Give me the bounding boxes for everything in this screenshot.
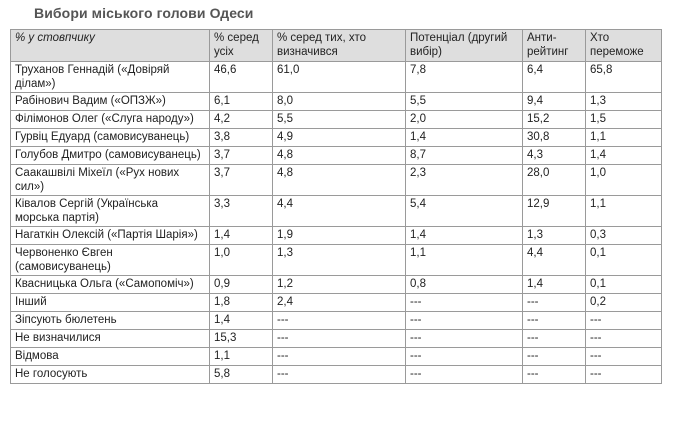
antirating-cell: --- — [523, 330, 586, 348]
table-row — [11, 227, 662, 245]
antirating-cell: 6,4 — [523, 62, 586, 93]
potential-cell: --- — [406, 312, 523, 330]
winner-cell: 0,2 — [586, 294, 662, 312]
winner-cell: --- — [586, 312, 662, 330]
share-all-cell: 1,4 — [210, 227, 273, 245]
share-all-cell: 1,1 — [210, 348, 273, 366]
share-decided-cell: --- — [273, 348, 406, 366]
header-row — [11, 30, 662, 62]
antirating-cell: 12,9 — [523, 196, 586, 227]
table-row — [11, 147, 662, 165]
table-row — [11, 366, 662, 384]
potential-cell: 8,7 — [406, 147, 523, 165]
table-row — [11, 62, 662, 93]
candidate-cell: Інший — [11, 294, 210, 312]
share-all-cell: 5,8 — [210, 366, 273, 384]
winner-cell: 1,5 — [586, 111, 662, 129]
share-decided-cell: --- — [273, 366, 406, 384]
share-decided-cell: 2,4 — [273, 294, 406, 312]
share-decided-cell: 4,8 — [273, 147, 406, 165]
share-all-cell: 3,3 — [210, 196, 273, 227]
share-decided-cell: --- — [273, 330, 406, 348]
antirating-cell: 30,8 — [523, 129, 586, 147]
share-decided-cell: 1,3 — [273, 245, 406, 276]
potential-cell: 1,1 — [406, 245, 523, 276]
share-decided-cell: 5,5 — [273, 111, 406, 129]
potential-cell: 5,4 — [406, 196, 523, 227]
potential-cell: 2,0 — [406, 111, 523, 129]
antirating-cell: 15,2 — [523, 111, 586, 129]
table-row — [11, 165, 662, 196]
candidate-cell: Голубов Дмитро (самовисуванець) — [11, 147, 210, 165]
potential-cell: --- — [406, 348, 523, 366]
candidate-cell: Труханов Геннадій («Довіряй ділам») — [11, 62, 210, 93]
winner-cell: 1,1 — [586, 129, 662, 147]
column-header-winner: Хто переможе — [586, 30, 662, 62]
winner-cell: 0,1 — [586, 276, 662, 294]
winner-cell: 1,1 — [586, 196, 662, 227]
table-row — [11, 294, 662, 312]
share-all-cell: 3,8 — [210, 129, 273, 147]
candidate-cell: Не визначилися — [11, 330, 210, 348]
potential-cell: 0,8 — [406, 276, 523, 294]
share-decided-cell: --- — [273, 312, 406, 330]
share-decided-cell: 4,9 — [273, 129, 406, 147]
winner-cell: 1,3 — [586, 93, 662, 111]
share-decided-cell: 4,4 — [273, 196, 406, 227]
potential-cell: 1,4 — [406, 227, 523, 245]
antirating-cell: 1,4 — [523, 276, 586, 294]
potential-cell: --- — [406, 366, 523, 384]
share-all-cell: 3,7 — [210, 165, 273, 196]
table-row — [11, 111, 662, 129]
share-decided-cell: 4,8 — [273, 165, 406, 196]
antirating-cell: 9,4 — [523, 93, 586, 111]
winner-cell: --- — [586, 348, 662, 366]
share-all-cell: 46,6 — [210, 62, 273, 93]
antirating-cell: 4,3 — [523, 147, 586, 165]
candidate-cell: Ківалов Сергій (Українська морська партія) — [11, 196, 210, 227]
column-header-all: % серед усіх — [210, 30, 273, 62]
share-all-cell: 1,8 — [210, 294, 273, 312]
table-row — [11, 312, 662, 330]
winner-cell: --- — [586, 330, 662, 348]
candidate-cell: Зіпсують бюлетень — [11, 312, 210, 330]
share-all-cell: 6,1 — [210, 93, 273, 111]
table-row — [11, 93, 662, 111]
share-decided-cell: 8,0 — [273, 93, 406, 111]
potential-cell: 5,5 — [406, 93, 523, 111]
share-all-cell: 1,0 — [210, 245, 273, 276]
candidate-cell: Рабінович Вадим («ОПЗЖ») — [11, 93, 210, 111]
potential-cell: 1,4 — [406, 129, 523, 147]
winner-cell: 0,3 — [586, 227, 662, 245]
winner-cell: 65,8 — [586, 62, 662, 93]
winner-cell: 1,4 — [586, 147, 662, 165]
potential-cell: --- — [406, 294, 523, 312]
share-decided-cell: 61,0 — [273, 62, 406, 93]
table-row — [11, 129, 662, 147]
antirating-cell: 28,0 — [523, 165, 586, 196]
page-title: Вибори міського голови Одеси — [34, 5, 254, 21]
candidate-cell: Квасницька Ольга («Самопоміч») — [11, 276, 210, 294]
share-all-cell: 0,9 — [210, 276, 273, 294]
antirating-cell: --- — [523, 366, 586, 384]
candidate-cell: Саакашвілі Міхеїл («Рух нових сил») — [11, 165, 210, 196]
column-header-category: % у стовпчику — [11, 30, 210, 62]
potential-cell: 2,3 — [406, 165, 523, 196]
antirating-cell: --- — [523, 348, 586, 366]
winner-cell: 1,0 — [586, 165, 662, 196]
share-decided-cell: 1,2 — [273, 276, 406, 294]
antirating-cell: --- — [523, 294, 586, 312]
table-body — [11, 62, 662, 384]
candidate-cell: Червоненко Євген (самовисуванець) — [11, 245, 210, 276]
candidate-cell: Не голосують — [11, 366, 210, 384]
share-all-cell: 4,2 — [210, 111, 273, 129]
candidate-cell: Філімонов Олег («Слуга народу») — [11, 111, 210, 129]
table-row — [11, 196, 662, 227]
antirating-cell: --- — [523, 312, 586, 330]
table-row — [11, 245, 662, 276]
potential-cell: 7,8 — [406, 62, 523, 93]
table-row — [11, 348, 662, 366]
table-header — [11, 30, 662, 62]
winner-cell: 0,1 — [586, 245, 662, 276]
table-row — [11, 276, 662, 294]
candidate-cell: Гурвіц Едуард (самовисуванець) — [11, 129, 210, 147]
column-header-antirating: Анти-рейтинг — [523, 30, 586, 62]
candidate-cell: Нагаткін Олексій («Партія Шарія») — [11, 227, 210, 245]
share-decided-cell: 1,9 — [273, 227, 406, 245]
table-row — [11, 330, 662, 348]
column-header-decided: % серед тих, хто визначився — [273, 30, 406, 62]
share-all-cell: 3,7 — [210, 147, 273, 165]
column-header-potential: Потенціал (другий вибір) — [406, 30, 523, 62]
share-all-cell: 1,4 — [210, 312, 273, 330]
share-all-cell: 15,3 — [210, 330, 273, 348]
antirating-cell: 4,4 — [523, 245, 586, 276]
candidate-cell: Відмова — [11, 348, 210, 366]
antirating-cell: 1,3 — [523, 227, 586, 245]
results-table — [10, 29, 662, 384]
potential-cell: --- — [406, 330, 523, 348]
winner-cell: --- — [586, 366, 662, 384]
